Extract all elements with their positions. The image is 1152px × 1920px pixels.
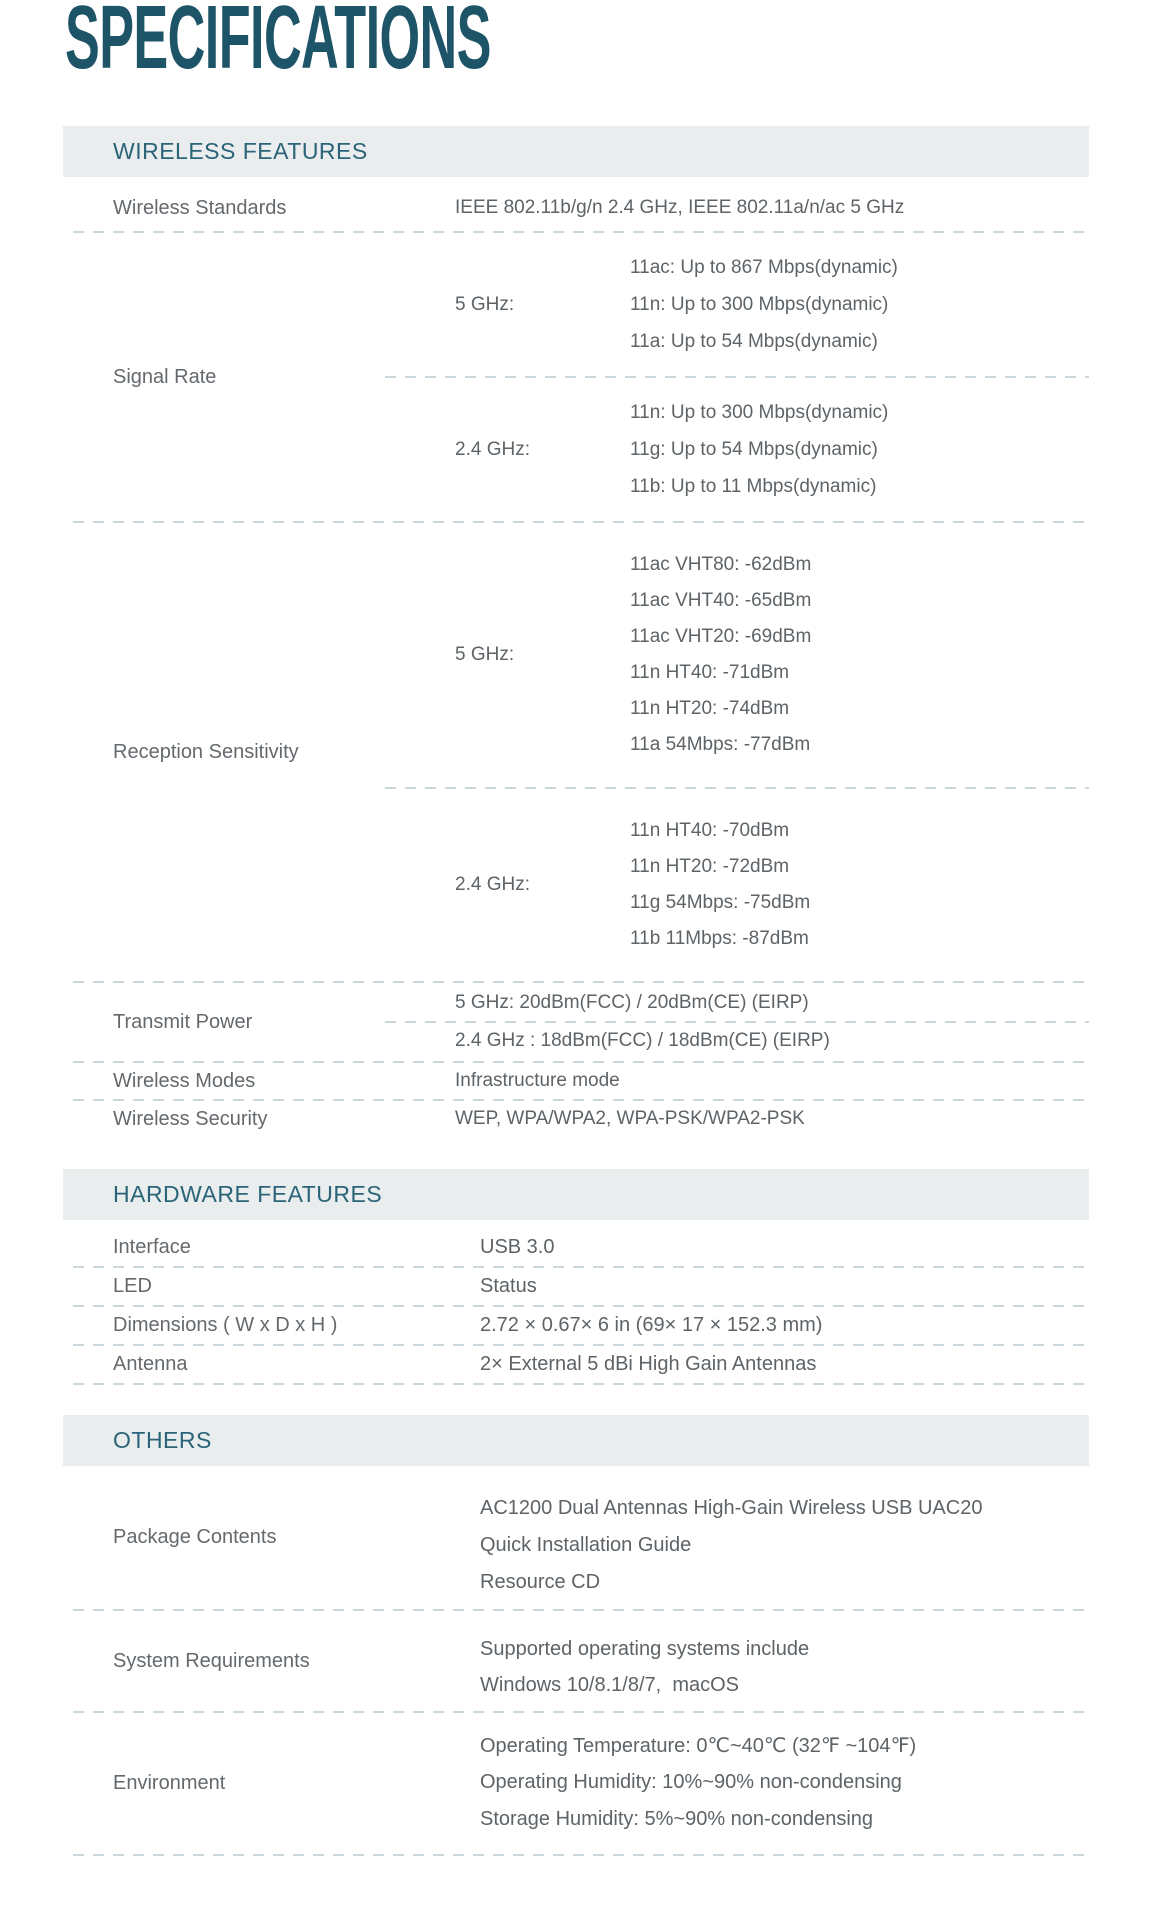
- band-label: 5 GHz:: [455, 644, 515, 665]
- spec-value-line: 11n HT20: -72dBm: [630, 856, 790, 877]
- spec-label: Environment: [113, 1772, 226, 1794]
- row-dimensions: [63, 1307, 1089, 1344]
- spec-value-line: 11g: Up to 54 Mbps(dynamic): [630, 438, 878, 460]
- spec-label: System Requirements: [113, 1649, 310, 1672]
- section-header-label: WIRELESS FEATURES: [113, 138, 368, 164]
- signal-rate-24ghz-group: [455, 378, 1089, 521]
- section-hardware-features: [63, 1169, 1089, 1385]
- spec-label: Wireless Modes: [113, 1069, 256, 1092]
- spec-value-line: 11n HT40: -71dBm: [630, 662, 790, 683]
- page-title: SPECIFICATIONS: [64, 0, 491, 88]
- spec-label: Antenna: [113, 1353, 188, 1375]
- spec-label: Wireless Standards: [113, 196, 287, 219]
- spec-label: LED: [113, 1275, 152, 1297]
- reception-24ghz-group: [455, 789, 1089, 981]
- band-label: 2.4 GHz:: [455, 874, 530, 895]
- section-header-others: [63, 1415, 1089, 1466]
- spec-value-line: 11ac VHT20: -69dBm: [630, 626, 812, 647]
- section-header-wireless-features: [63, 126, 1089, 177]
- spec-label: Wireless Security: [113, 1107, 268, 1130]
- band-label: 2.4 GHz:: [455, 438, 530, 460]
- row-divider: [73, 1383, 1089, 1385]
- signal-rate-5ghz-group: [455, 233, 1089, 376]
- spec-value: USB 3.0: [480, 1236, 555, 1258]
- spec-value-line: 11ac: Up to 867 Mbps(dynamic): [630, 256, 898, 278]
- spec-value-line: 11n HT40: -70dBm: [630, 820, 790, 841]
- row-led: [63, 1268, 1089, 1305]
- spec-label: Transmit Power: [113, 1010, 253, 1033]
- spec-label: Interface: [113, 1236, 191, 1258]
- spec-value-line: Operating Temperature: 0℃~40℃ (32℉ ~104℉): [480, 1735, 917, 1757]
- spec-value-line: 11n HT20: -74dBm: [630, 698, 790, 719]
- spec-value-line: Storage Humidity: 5%~90% non-condensing: [480, 1808, 874, 1830]
- row-divider: [73, 1854, 1089, 1856]
- spec-value-line: 11ac VHT80: -62dBm: [630, 554, 812, 575]
- row-interface: [63, 1229, 1089, 1266]
- row-environment: [63, 1713, 1089, 1854]
- spec-value-line: 11b: Up to 11 Mbps(dynamic): [630, 475, 877, 497]
- row-reception-sensitivity: [63, 523, 1089, 981]
- spec-label: Signal Rate: [113, 365, 217, 388]
- row-package-contents: [63, 1466, 1089, 1609]
- spec-value-line: Windows 10/8.1/8/7, macOS: [480, 1673, 740, 1696]
- spec-value-line: 11n: Up to 300 Mbps(dynamic): [630, 401, 889, 423]
- spec-value-line: 11g 54Mbps: -75dBm: [630, 892, 811, 913]
- section-wireless-features: [63, 126, 1089, 1137]
- spec-value-line: Operating Humidity: 10%~90% non-condensing: [480, 1771, 902, 1793]
- spec-label: Package Contents: [113, 1526, 277, 1548]
- row-system-requirements: [63, 1611, 1089, 1711]
- row-signal-rate: [63, 233, 1089, 521]
- row-wireless-security: [63, 1101, 1089, 1137]
- spec-value: Status: [480, 1275, 537, 1297]
- spec-value-line: 5 GHz: 20dBm(FCC) / 20dBm(CE) (EIRP): [455, 992, 809, 1013]
- section-header-label: OTHERS: [113, 1427, 212, 1453]
- spec-value-line: 11a: Up to 54 Mbps(dynamic): [630, 330, 878, 352]
- row-wireless-modes: [63, 1063, 1089, 1099]
- row-transmit-power: [63, 983, 1089, 1061]
- row-antenna: [63, 1346, 1089, 1383]
- spec-value: IEEE 802.11b/g/n 2.4 GHz, IEEE 802.11a/n/ac 5 GHz: [455, 197, 905, 218]
- section-header-hardware-features: [63, 1169, 1089, 1220]
- spec-label: Dimensions ( W x D x H ): [113, 1314, 338, 1336]
- spec-table: [63, 126, 1089, 1856]
- row-wireless-standards: [63, 185, 1089, 231]
- band-label: 5 GHz:: [455, 293, 515, 315]
- spec-value-line: 2.4 GHz : 18dBm(FCC) / 18dBm(CE) (EIRP): [455, 1030, 830, 1051]
- spec-label: Reception Sensitivity: [113, 740, 299, 763]
- reception-5ghz-group: [455, 523, 1089, 787]
- section-header-label: HARDWARE FEATURES: [113, 1181, 383, 1207]
- spec-value-line: Supported operating systems include: [480, 1637, 810, 1660]
- spec-value-line: 11a 54Mbps: -77dBm: [630, 734, 811, 755]
- spec-value-line: Resource CD: [480, 1571, 601, 1593]
- spec-value: 2× External 5 dBi High Gain Antennas: [480, 1353, 817, 1375]
- spec-value: Infrastructure mode: [455, 1070, 620, 1091]
- spec-value: 2.72 × 0.67× 6 in (69× 17 × 152.3 mm): [480, 1314, 823, 1336]
- spec-value-line: 11n: Up to 300 Mbps(dynamic): [630, 293, 889, 315]
- spec-value: WEP, WPA/WPA2, WPA-PSK/WPA2-PSK: [455, 1108, 805, 1129]
- spec-value-line: AC1200 Dual Antennas High-Gain Wireless USB UAC20: [480, 1497, 983, 1519]
- spec-value-line: Quick Installation Guide: [480, 1534, 692, 1556]
- section-others: [63, 1415, 1089, 1856]
- spec-value-line: 11ac VHT40: -65dBm: [630, 590, 812, 611]
- spec-value-line: 11b 11Mbps: -87dBm: [630, 928, 809, 949]
